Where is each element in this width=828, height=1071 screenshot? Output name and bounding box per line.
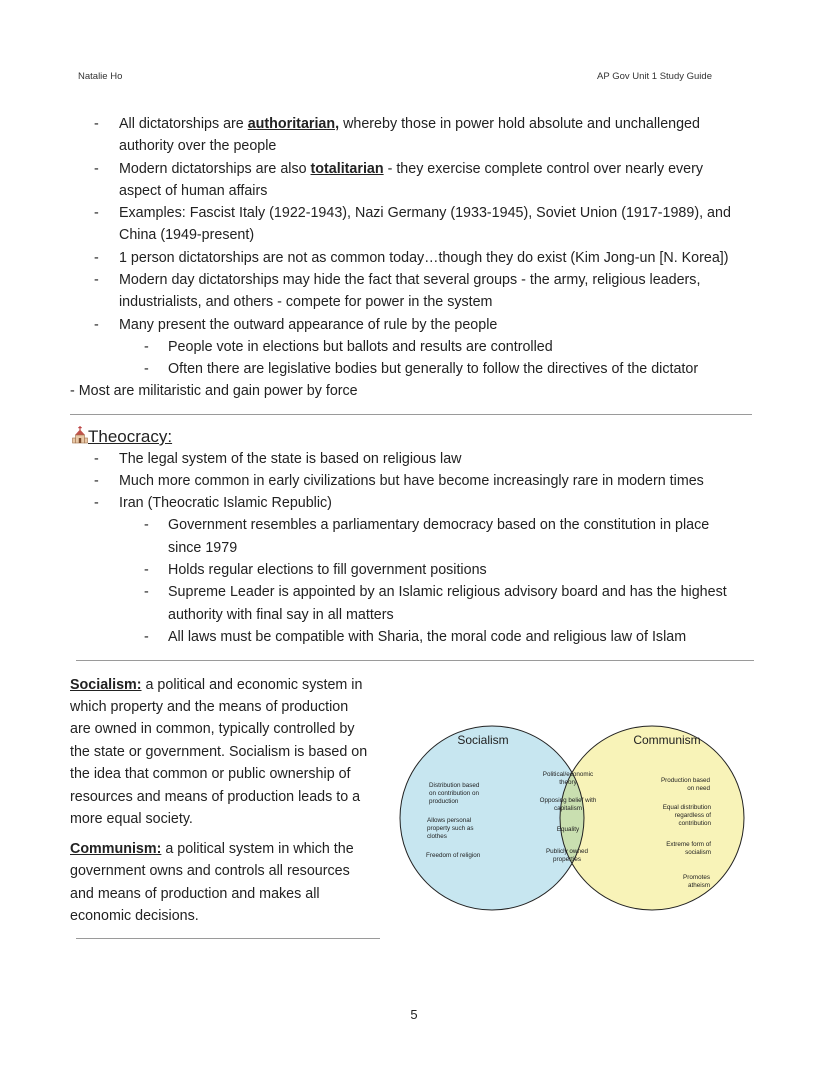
venn-left-item: production — [429, 798, 459, 805]
dictatorship-sub-bullet-1: People vote in elections but ballots and results are controlled — [168, 339, 553, 355]
theocracy-sub-bullet-1: Government resembles a parliamentary democracy based on the constitution in place — [168, 517, 710, 533]
bullet-dash: - — [94, 473, 99, 489]
bullet-dash: - — [94, 451, 99, 467]
communism-definition: Communism: a political system in which the — [70, 841, 354, 857]
sub-bullet-dash: - — [144, 517, 149, 533]
sub-bullet-dash: - — [144, 339, 149, 355]
bullet-dash: - — [94, 272, 99, 288]
dictatorship-bullet-1: All dictatorships are authoritarian, whereby those in power hold absolute and unchallenged — [119, 116, 700, 132]
sub-bullet-dash: - — [144, 629, 149, 645]
theocracy-sub-bullet-1-cont: since 1979 — [168, 540, 238, 556]
venn-right-item: socialism — [685, 849, 711, 856]
bullet-dash: - — [94, 116, 99, 132]
venn-left-item: Distribution based — [429, 782, 480, 789]
dictatorship-bullet-2-cont: aspect of human affairs — [119, 183, 268, 199]
bullet-dash: - — [94, 317, 99, 333]
term-socialism: Socialism: — [70, 677, 142, 693]
sub-bullet-dash: - — [144, 562, 149, 578]
venn-center-item: capitalism — [554, 805, 582, 812]
dictatorship-bullet-4: 1 person dictatorships are not as common today…though they do exist (Kim Jong-un [N. Korea]) — [119, 250, 729, 266]
communism-definition-line: economic decisions. — [70, 908, 199, 924]
dictatorship-sub-bullet-2: Often there are legislative bodies but generally to follow the directives of the dictator — [168, 361, 699, 377]
theocracy-bullet-3: Iran (Theocratic Islamic Republic) — [119, 495, 332, 511]
venn-right-title: Communism — [633, 733, 701, 747]
theocracy-bullet-2: Much more common in early civilizations but have become increasingly rare in modern times — [119, 473, 704, 489]
church-icon — [72, 426, 88, 444]
theocracy-bullet-1: The legal system of the state is based on religious law — [119, 451, 462, 467]
venn-left-item: clothes — [427, 833, 447, 840]
communism-definition-line: and means of production and makes all — [70, 886, 320, 902]
term-authoritarian: authoritarian, — [247, 116, 340, 132]
socialism-definition-line: the idea that common or public ownership of — [70, 766, 351, 782]
term-communism: Communism: — [70, 841, 162, 857]
venn-center-item: Opposing belief with — [539, 797, 597, 804]
term-totalitarian: totalitarian — [310, 161, 384, 177]
venn-diagram — [392, 694, 752, 942]
venn-center-item: Equality — [556, 826, 580, 833]
venn-right-item: atheism — [687, 882, 710, 889]
theocracy-title: Theocracy: — [88, 427, 173, 446]
theocracy-heading — [72, 426, 172, 447]
venn-right-circle — [560, 726, 744, 910]
venn-left-item: property such as — [427, 825, 474, 832]
bullet-dash: - — [94, 161, 99, 177]
bullet-dash: - — [94, 205, 99, 221]
theocracy-sub-bullet-4: All laws must be compatible with Sharia, the moral code and religious law of Islam — [168, 629, 687, 645]
definition-divider — [76, 938, 380, 939]
page-number: 5 — [410, 1007, 418, 1022]
dictatorship-bullet-5-cont: industrialists, and others - compete for power in the system — [119, 294, 493, 310]
theocracy-sub-bullet-2: Holds regular elections to fill government positions — [168, 562, 487, 578]
venn-center-item: theory — [559, 779, 577, 786]
venn-right-item: Extreme form of — [666, 841, 711, 848]
venn-right-item: Equal distribution — [662, 804, 711, 811]
venn-center-item: Publicly owned — [545, 848, 589, 855]
socialism-definition-line: resources and means of production leads to a — [70, 789, 361, 805]
section-divider — [70, 414, 752, 415]
bullet-dash: - — [94, 250, 99, 266]
venn-center-item: Political/economic — [542, 771, 594, 778]
venn-left-item: Allows personal — [427, 817, 472, 824]
dictatorship-bullet-2: Modern dictatorships are also totalitarian - they exercise complete control over nearly every — [119, 161, 704, 177]
dictatorship-bullet-6: Many present the outward appearance of rule by the people — [119, 317, 498, 333]
sub-bullet-dash: - — [144, 584, 149, 600]
venn-left-title: Socialism — [457, 733, 509, 747]
dictatorship-bullet-3: Examples: Fascist Italy (1922-1943), Nazi Germany (1933-1945), Soviet Union (1917-1989), and — [119, 205, 731, 221]
venn-left-item: Freedom of religion — [426, 852, 481, 859]
header-author: Natalie Ho — [78, 71, 123, 82]
venn-right-item: regardless of — [674, 812, 711, 819]
venn-right-item: on need — [687, 785, 710, 792]
theocracy-sub-bullet-3: Supreme Leader is appointed by an Islamic religious advisory board and has the highest — [168, 584, 727, 600]
dictatorship-bullet-7: - Most are militaristic and gain power by force — [70, 383, 358, 399]
dictatorship-bullet-3-cont: China (1949-present) — [119, 227, 255, 243]
communism-definition-line: government owns and controls all resources — [70, 863, 350, 879]
sub-bullet-dash: - — [144, 361, 149, 377]
venn-center-item: properties — [552, 856, 582, 863]
socialism-definition-line: are owned in common, typically controlled by — [70, 721, 355, 737]
venn-right-item: contribution — [678, 820, 711, 827]
socialism-definition: Socialism: a political and economic system in — [70, 677, 363, 693]
header-title: AP Gov Unit 1 Study Guide — [597, 71, 712, 82]
venn-right-item: Production based — [660, 777, 710, 784]
theocracy-sub-bullet-3-cont: authority with final say in all matters — [168, 607, 394, 623]
socialism-definition-line: which property and the means of production — [70, 699, 349, 715]
venn-right-item: Promotes — [683, 874, 710, 881]
section-divider — [76, 660, 754, 661]
socialism-definition-line: more equal society. — [70, 811, 193, 827]
socialism-definition-line: the state or government. Socialism is based on — [70, 744, 368, 760]
bullet-dash: - — [94, 495, 99, 511]
venn-left-item: on contribution on — [429, 790, 480, 797]
dictatorship-bullet-5: Modern day dictatorships may hide the fact that several groups - the army, religious leaders, — [119, 272, 701, 288]
dictatorship-bullet-1-cont: authority over the people — [119, 138, 277, 154]
